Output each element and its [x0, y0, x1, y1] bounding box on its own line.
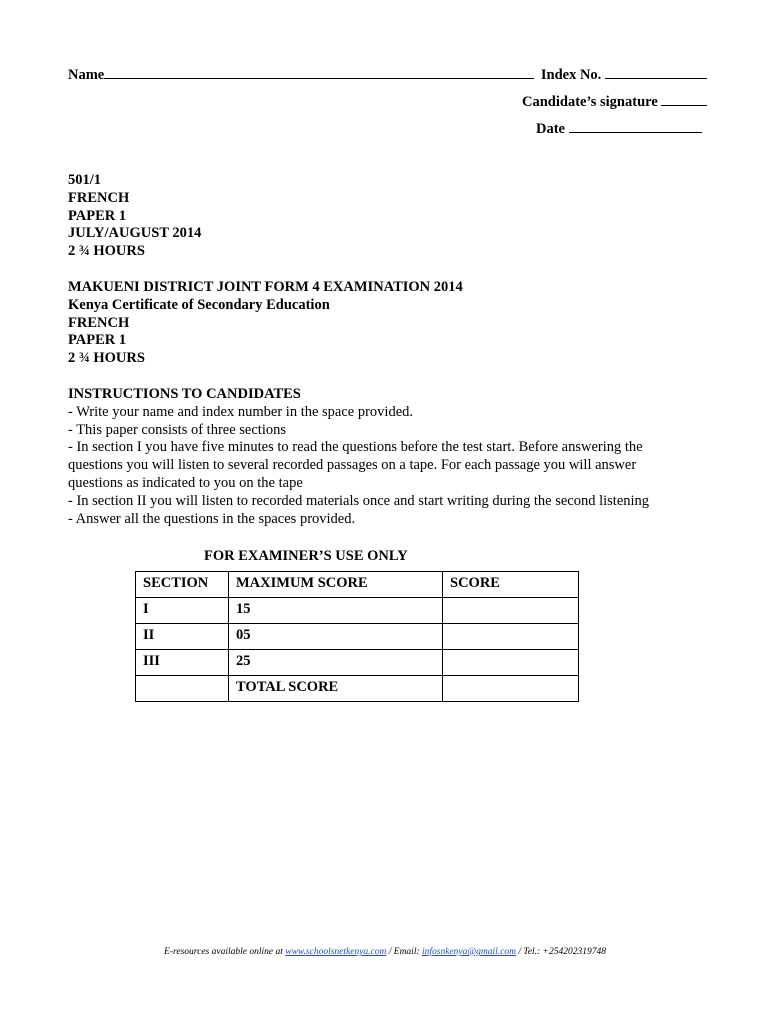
- max-score-cell: 05: [229, 624, 443, 650]
- website-link[interactable]: www.schoolsnetkenya.com: [285, 947, 387, 957]
- instruction-line: - Answer all the questions in the spaces provided.: [68, 510, 356, 527]
- email-link[interactable]: infosnkenya@gmail.com: [422, 947, 516, 957]
- instruction-line: - This paper consists of three sections: [68, 421, 286, 438]
- date-row: [536, 119, 702, 138]
- instruction-line: - Write your name and index number in the space provided.: [68, 403, 414, 420]
- signature-blank[interactable]: [661, 92, 707, 106]
- exam-duration: 2 ¾ HOURS: [68, 350, 145, 367]
- instructions: [68, 386, 688, 528]
- paper-number: PAPER 1: [68, 207, 127, 224]
- exam-certificate: Kenya Certificate of Secondary Education: [68, 296, 330, 313]
- score-cell[interactable]: [443, 650, 579, 676]
- paper-info: [68, 172, 201, 261]
- table-row: [136, 624, 579, 650]
- section-cell: II: [136, 624, 229, 650]
- exam-subject: FRENCH: [68, 314, 130, 331]
- score-table: [135, 571, 579, 702]
- table-row: [136, 598, 579, 624]
- header-max-score: MAXIMUM SCORE: [229, 572, 443, 598]
- instruction-line: questions you will listen to several recorded passages on a tape. For each passage you will answer: [68, 457, 637, 474]
- score-cell[interactable]: [443, 624, 579, 650]
- section-cell: I: [136, 598, 229, 624]
- signature-label: Candidate’s signature: [522, 94, 658, 110]
- header-section: SECTION: [136, 572, 229, 598]
- section-cell: [136, 676, 229, 702]
- name-field-row: [68, 65, 707, 84]
- header-score: SCORE: [443, 572, 579, 598]
- footer-prefix: E-resources available online at: [164, 947, 286, 957]
- paper-code: 501/1: [68, 172, 102, 188]
- total-score-label: TOTAL SCORE: [229, 676, 443, 702]
- paper-date: JULY/AUGUST 2014: [68, 225, 202, 242]
- section-cell: III: [136, 650, 229, 676]
- index-blank[interactable]: [605, 65, 707, 79]
- max-score-cell: 25: [229, 650, 443, 676]
- footer-tel: / Tel.: +254202319748: [515, 947, 606, 957]
- table-total-row: [136, 676, 579, 702]
- footer-email-prefix: / Email:: [386, 947, 422, 957]
- date-label: Date: [536, 121, 565, 137]
- score-table-title: FOR EXAMINER’S USE ONLY: [204, 548, 408, 564]
- instructions-heading: INSTRUCTIONS TO CANDIDATES: [68, 386, 301, 402]
- paper-duration: 2 ¾ HOURS: [68, 243, 145, 260]
- table-row: [136, 650, 579, 676]
- exam-paper: PAPER 1: [68, 332, 127, 349]
- instruction-line: - In section II you will listen to recorded materials once and start writing during the second listening: [68, 492, 650, 509]
- name-label: Name: [68, 67, 105, 83]
- name-blank[interactable]: [104, 65, 534, 79]
- paper-subject: FRENCH: [68, 189, 130, 206]
- exam-title: MAKUENI DISTRICT JOINT FORM 4 EXAMINATION 2014: [68, 279, 463, 295]
- table-header-row: [136, 572, 579, 598]
- instruction-line: - In section I you have five minutes to read the questions before the test start. Before answering the: [68, 439, 643, 456]
- instruction-line: questions as indicated to you on the tape: [68, 474, 303, 491]
- signature-row: [522, 92, 707, 111]
- max-score-cell: 15: [229, 598, 443, 624]
- exam-info: [68, 279, 463, 368]
- index-label: Index No.: [540, 67, 602, 83]
- footer: [0, 947, 770, 957]
- total-score-cell[interactable]: [443, 676, 579, 702]
- score-cell[interactable]: [443, 598, 579, 624]
- date-blank[interactable]: [569, 119, 702, 133]
